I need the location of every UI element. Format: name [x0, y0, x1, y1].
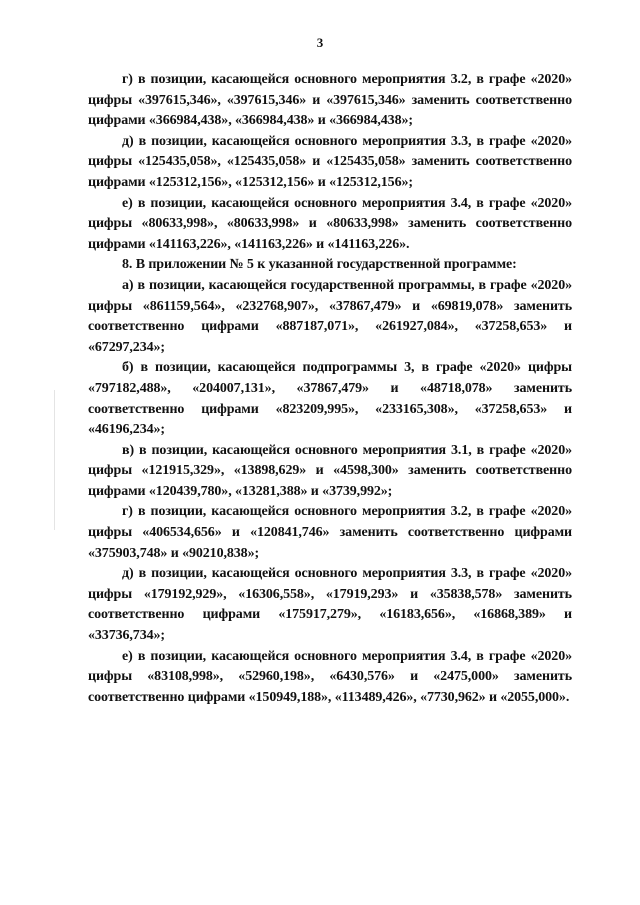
document-body	[88, 70, 572, 708]
paragraph-item-b-subprogram-3: б) в позиции, касающейся подпрограммы 3, в графе «2020» цифры «797182,488», «204007,131», «37867,479» и «48718,078» заменить соответственно цифрами «823209,995», «233165,308», «37258,653» и «46196,234»;	[88, 360, 572, 438]
page-number: 3	[316, 35, 324, 50]
paragraph-section-8: 8. В приложении № 5 к указанной государственной программе:	[122, 257, 517, 273]
paragraph-item-v-3-1: в) в позиции, касающейся основного мероприятия 3.1, в графе «2020» цифры «121915,329», «13898,629» и «4598,300» заменить соответственно цифрами «120439,780», «13281,388» и «3739,992»;	[88, 442, 572, 499]
margin-scan-mark	[54, 390, 55, 530]
paragraph-item-d-3-3: д) в позиции, касающейся основного мероприятия 3.3, в графе «2020» цифры «125435,058», «125435,058» и «125435,058» заменить соответственно цифрами «125312,156», «125312,156» и «125312,156»;	[88, 133, 572, 190]
paragraph-item-a-program: а) в позиции, касающейся государственной программы, в графе «2020» цифры «861159,564», «232768,907», «37867,479» и «69819,078» заменить соответственно цифрами «887187,071», «261927,084», «37258,653» и «67297,234»;	[88, 277, 572, 355]
paragraph-item-e-3-4: е) в позиции, касающейся основного мероприятия 3.4, в графе «2020» цифры «80633,998», «80633,998» и «80633,998» заменить соответственно цифрами «141163,226», «141163,226» и «141163,226».	[88, 195, 572, 252]
paragraph-item-d-3-3-annex5: д) в позиции, касающейся основного мероприятия 3.3, в графе «2020» цифры «179192,929», «16306,558», «17919,293» и «35838,578» заменить соответственно цифрами «175917,279», «16183,656», «16868,389» и «33736,734»;	[88, 566, 572, 644]
paragraph-item-g-3-2: г) в позиции, касающейся основного мероприятия 3.2, в графе «2020» цифры «397615,346», «397615,346» и «397615,346» заменить соответственно цифрами «366984,438», «366984,438» и «366984,438»;	[88, 72, 572, 129]
paragraph-item-g-3-2-annex5: г) в позиции, касающейся основного мероприятия 3.2, в графе «2020» цифры «406534,656» и «120841,746» заменить соответственно цифрами «375903,748» и «90210,838»;	[88, 504, 572, 561]
paragraph-item-e-3-4-annex5: е) в позиции, касающейся основного мероприятия 3.4, в графе «2020» цифры «83108,998», «52960,198», «6430,576» и «2475,000» заменить соответственно цифрами «150949,188», «113489,426», «7730,962» и «2055,000».	[88, 648, 572, 705]
